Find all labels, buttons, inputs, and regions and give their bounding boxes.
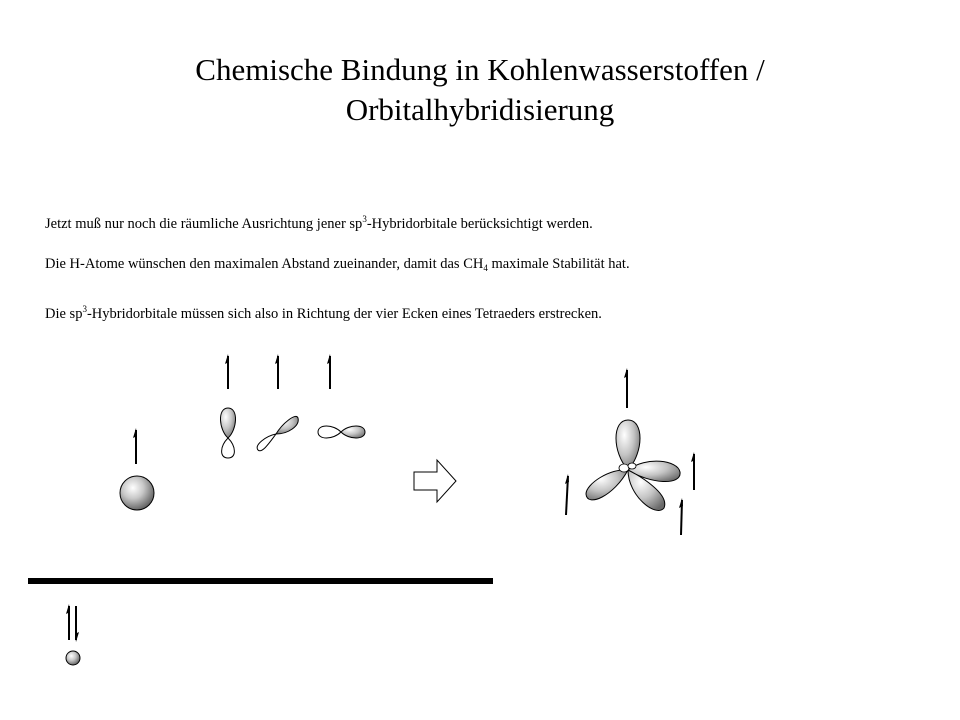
paragraph-2-subscript: 4 bbox=[483, 263, 488, 273]
paragraph-3-text-b: -Hybridorbitale müssen sich also in Richtung der vier Ecken eines Tetraeders erstrecken. bbox=[86, 306, 602, 322]
orbital-1s bbox=[66, 651, 80, 665]
paragraph-3-text-a: Die sp bbox=[45, 306, 83, 322]
paragraph-3-superscript: 3 bbox=[82, 304, 87, 314]
electron-arrow-2s bbox=[133, 428, 137, 464]
energy-level-line bbox=[28, 578, 493, 584]
paragraph-2-text-a: Die H-Atome wünschen den maximalen Abstand zueinander, damit das CH bbox=[45, 256, 484, 272]
sp3-hybrid-orbitals bbox=[586, 420, 680, 510]
orbital-2p-x bbox=[318, 426, 365, 438]
paragraph-2-text-b: maximale Stabilität hat. bbox=[487, 256, 630, 272]
paragraph-1-text-a: Jetzt muß nur noch die räumliche Ausrichtung jener sp bbox=[45, 216, 363, 232]
title-line-2: Orbitalhybridisierung bbox=[345, 92, 615, 127]
electron-arrows-2p bbox=[225, 354, 331, 389]
paragraph-1-superscript: 3 bbox=[362, 214, 367, 224]
orbital-2p-z bbox=[220, 408, 235, 458]
orbital-2s bbox=[120, 476, 154, 510]
title-line-1: Chemische Bindung in Kohlenwasserstoffen / bbox=[195, 52, 765, 87]
orbital-2p-diagonal bbox=[257, 416, 298, 450]
electron-pair-arrows bbox=[66, 604, 79, 642]
paragraph-1-text-b: -Hybridorbitale berücksichtigt werden. bbox=[366, 216, 593, 232]
hollow-arrow-right bbox=[414, 460, 456, 502]
